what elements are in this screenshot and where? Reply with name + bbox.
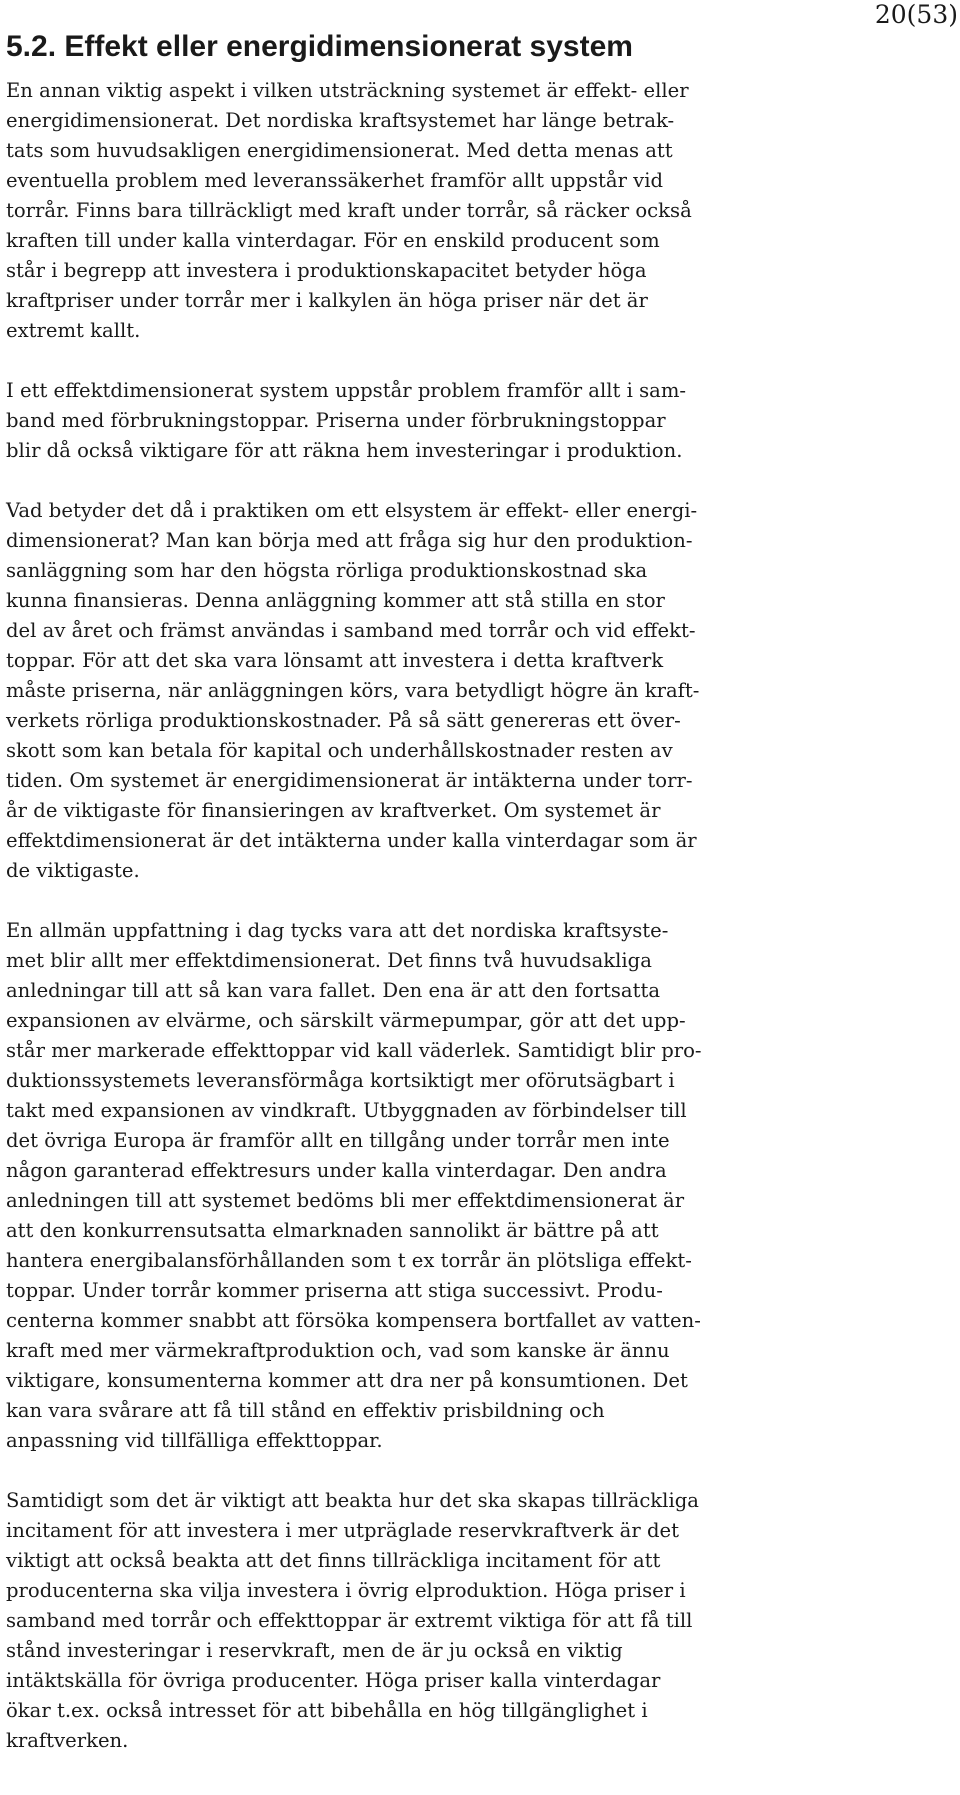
text-line: Vad betyder det då i praktiken om ett elsystem är effekt- eller energi- bbox=[6, 499, 698, 522]
text-line: expansionen av elvärme, och särskilt värmepumpar, gör att det upp- bbox=[6, 1009, 686, 1032]
text-line: En annan viktig aspekt i vilken utsträckning systemet är effekt- eller bbox=[6, 79, 689, 102]
text-line: I ett effektdimensionerat system uppstår problem framför allt i sam- bbox=[6, 379, 687, 402]
text-line: måste priserna, när anläggningen körs, vara betydligt högre än kraft- bbox=[6, 679, 700, 702]
text-line: kraften till under kalla vinterdagar. För en enskild producent som bbox=[6, 229, 660, 252]
text-line: kan vara svårare att få till stånd en effektiv prisbildning och bbox=[6, 1399, 605, 1422]
text-line: band med förbrukningstoppar. Priserna under förbrukningstoppar bbox=[6, 409, 666, 432]
paragraph bbox=[6, 376, 946, 466]
text-line: står mer markerade effekttoppar vid kall väderlek. Samtidigt blir pro- bbox=[6, 1039, 702, 1062]
text-line: En allmän uppfattning i dag tycks vara att det nordiska kraftsyste- bbox=[6, 919, 669, 942]
text-line: dimensionerat? Man kan börja med att fråga sig hur den produktion- bbox=[6, 529, 693, 552]
text-line: skott som kan betala för kapital och underhållskostnader resten av bbox=[6, 739, 673, 762]
paragraph bbox=[6, 1486, 946, 1756]
text-line: att den konkurrensutsatta elmarknaden sannolikt är bättre på att bbox=[6, 1219, 659, 1242]
text-line: eventuella problem med leveranssäkerhet framför allt uppstår vid bbox=[6, 169, 664, 192]
text-line: intäktskälla för övriga producenter. Höga priser kalla vinterdagar bbox=[6, 1669, 661, 1692]
text-line: extremt kallt. bbox=[6, 319, 141, 342]
text-line: tats som huvudsakligen energidimensionerat. Med detta menas att bbox=[6, 139, 673, 162]
text-line: kunna finansieras. Denna anläggning kommer att stå stilla en stor bbox=[6, 589, 665, 612]
text-line: torrår. Finns bara tillräckligt med kraft under torrår, så räcker också bbox=[6, 199, 692, 222]
page-number: 20(53) bbox=[874, 0, 958, 29]
text-line: incitament för att investera i mer utpräglade reservkraftverk är det bbox=[6, 1519, 679, 1542]
text-line: verkets rörliga produktionskostnader. På så sätt genereras ett över- bbox=[6, 709, 681, 732]
text-line: anpassning vid tillfälliga effekttoppar. bbox=[6, 1429, 383, 1452]
text-line: kraftpriser under torrår mer i kalkylen än höga priser när det är bbox=[6, 289, 648, 312]
text-line: del av året och främst användas i samband med torrår och vid effekt- bbox=[6, 619, 696, 642]
text-line: met blir allt mer effektdimensionerat. Det finns två huvudsakliga bbox=[6, 949, 652, 972]
paragraph bbox=[6, 916, 946, 1456]
text-line: de viktigaste. bbox=[6, 859, 140, 882]
text-line: centerna kommer snabbt att försöka kompensera bortfallet av vatten- bbox=[6, 1309, 701, 1332]
text-line: Samtidigt som det är viktigt att beakta hur det ska skapas tillräckliga bbox=[6, 1489, 699, 1512]
paragraph bbox=[6, 76, 946, 346]
text-line: samband med torrår och effekttoppar är extremt viktiga för att få till bbox=[6, 1609, 693, 1632]
text-line: anledningen till att systemet bedöms bli mer effektdimensionerat är bbox=[6, 1189, 685, 1212]
text-line: år de viktigaste för finansieringen av kraftverket. Om systemet är bbox=[6, 799, 661, 822]
text-line: viktigt att också beakta att det finns tillräckliga incitament för att bbox=[6, 1549, 661, 1572]
text-line: hantera energibalansförhållanden som t ex torrår än plötsliga effekt- bbox=[6, 1249, 692, 1272]
body-text bbox=[6, 76, 946, 1786]
text-line: det övriga Europa är framför allt en tillgång under torrår men inte bbox=[6, 1129, 670, 1152]
text-line: står i begrepp att investera i produktionskapacitet betyder höga bbox=[6, 259, 647, 282]
text-line: ökar t.ex. också intresset för att bibehålla en hög tillgänglighet i bbox=[6, 1699, 648, 1722]
text-line: effektdimensionerat är det intäkterna under kalla vinterdagar som är bbox=[6, 829, 697, 852]
text-line: blir då också viktigare för att räkna hem investeringar i produktion. bbox=[6, 439, 683, 462]
text-line: stånd investeringar i reservkraft, men de är ju också en viktig bbox=[6, 1639, 623, 1662]
text-line: producenterna ska vilja investera i övrig elproduktion. Höga priser i bbox=[6, 1579, 686, 1602]
text-line: duktionssystemets leveransförmåga kortsiktigt mer oförutsägbart i bbox=[6, 1069, 675, 1092]
text-line: toppar. För att det ska vara lönsamt att investera i detta kraftverk bbox=[6, 649, 664, 672]
text-line: kraftverken. bbox=[6, 1729, 129, 1752]
paragraph bbox=[6, 496, 946, 886]
text-line: energidimensionerat. Det nordiska kraftsystemet har länge betrak- bbox=[6, 109, 675, 132]
text-line: någon garanterad effektresurs under kalla vinterdagar. Den andra bbox=[6, 1159, 667, 1182]
text-line: anledningar till att så kan vara fallet. Den ena är att den fortsatta bbox=[6, 979, 661, 1002]
text-line: toppar. Under torrår kommer priserna att stiga successivt. Produ- bbox=[6, 1279, 663, 1302]
text-line: tiden. Om systemet är energidimensionerat är intäkterna under torr- bbox=[6, 769, 693, 792]
text-line: kraft med mer värmekraftproduktion och, vad som kanske är ännu bbox=[6, 1339, 670, 1362]
text-line: viktigare, konsumenterna kommer att dra ner på konsumtionen. Det bbox=[6, 1369, 688, 1392]
text-line: takt med expansionen av vindkraft. Utbyggnaden av förbindelser till bbox=[6, 1099, 687, 1122]
section-heading: 5.2. Effekt eller energidimensionerat system bbox=[6, 30, 633, 63]
text-line: sanläggning som har den högsta rörliga produktionskostnad ska bbox=[6, 559, 648, 582]
